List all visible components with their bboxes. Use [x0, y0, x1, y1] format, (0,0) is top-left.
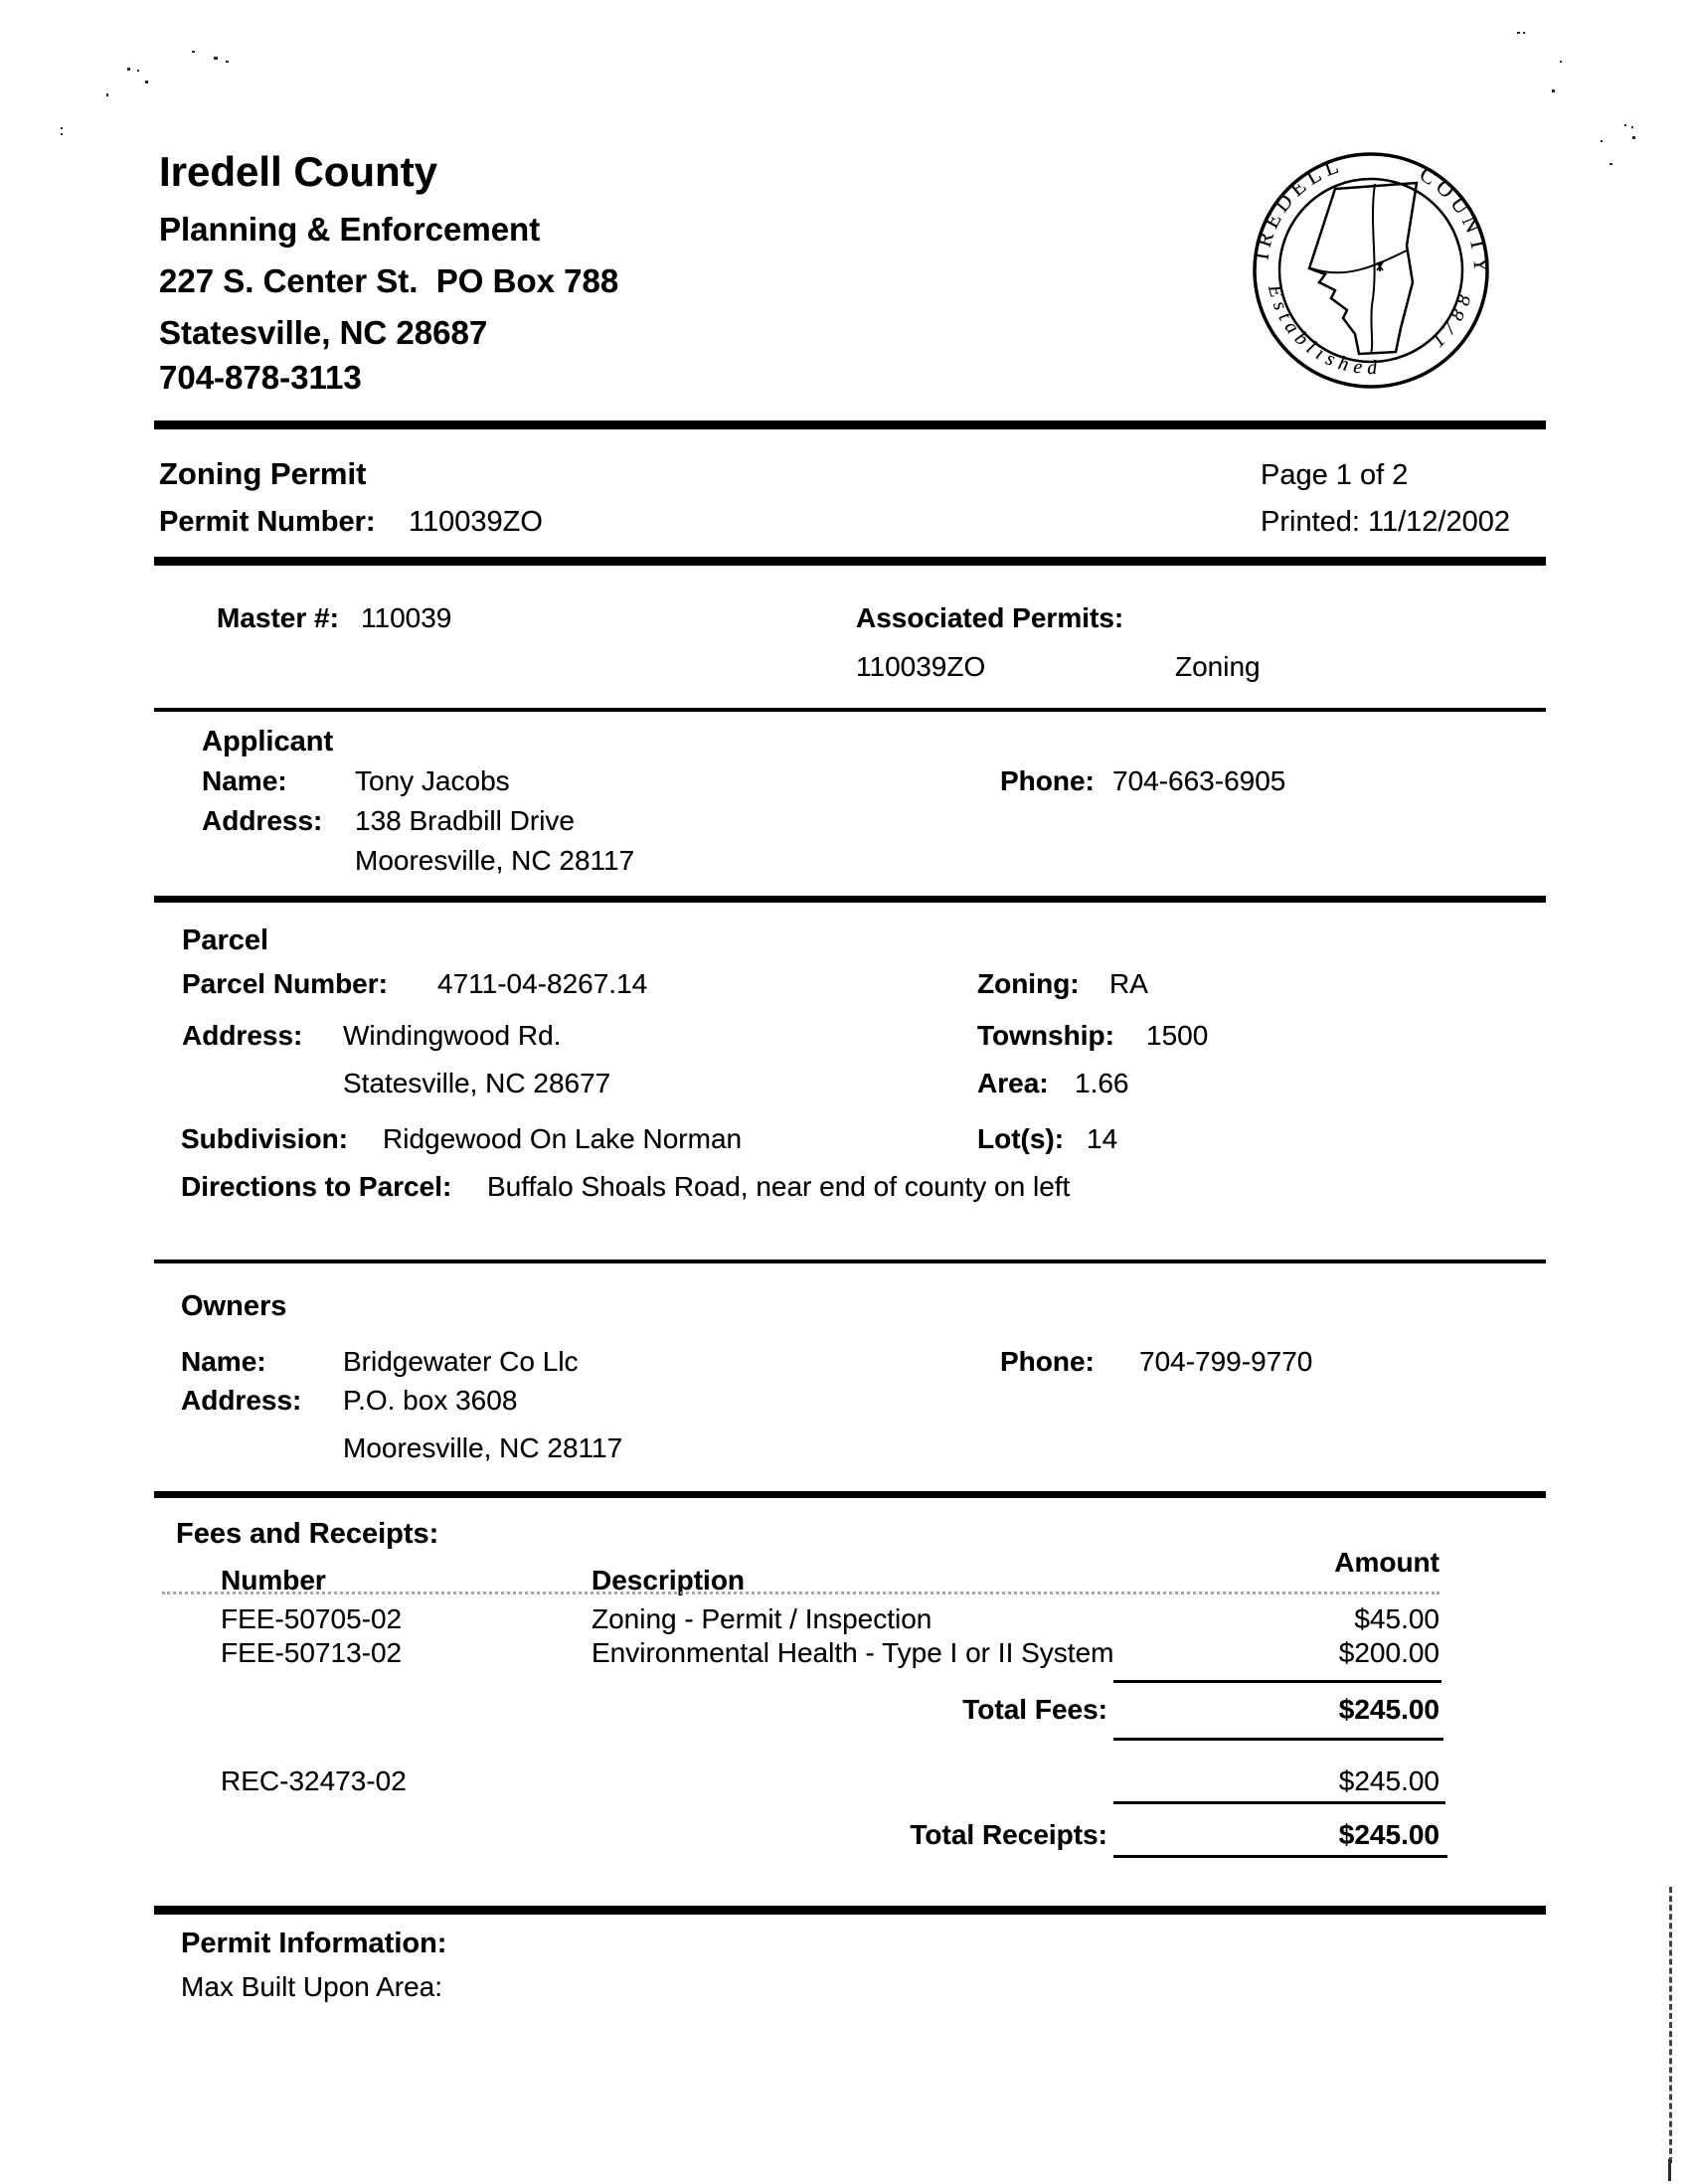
fee-number: FEE-50713-02: [221, 1637, 403, 1668]
scan-artifact: [1668, 2159, 1671, 2181]
total-receipts-value: $245.00: [1338, 1819, 1440, 1850]
owner-phone-value: 704-799-9770: [1139, 1346, 1313, 1377]
parcel-subdivision-value: Ridgewood On Lake Norman: [383, 1123, 743, 1154]
parcel-area-row: [977, 1068, 1129, 1099]
parcel-lots-row: [977, 1123, 1117, 1155]
fee-description: Environmental Health - Type I or II System: [592, 1637, 1114, 1668]
seal-arc-text-established: Established: [1264, 282, 1384, 380]
scan-artifact: [1609, 163, 1612, 165]
permit-number-label: Permit Number:: [159, 506, 376, 538]
seal-arc-text-iredell: IREDELL: [1248, 151, 1347, 262]
fees-header-underline: [162, 1592, 1440, 1595]
scan-artifact: [127, 68, 130, 71]
scan-artifact: [137, 70, 139, 72]
parcel-address-line2: Statesville, NC 28677: [343, 1068, 611, 1098]
owner-name-row: [181, 1346, 579, 1378]
parcel-zoning-label: Zoning:: [977, 968, 1080, 999]
permit-number-value: 110039ZO: [409, 506, 543, 538]
fees-heading: Fees and Receipts:: [176, 1518, 439, 1550]
owner-address-label: Address:: [181, 1385, 302, 1416]
scan-artifact: [226, 61, 229, 63]
applicant-address-label: Address:: [202, 805, 323, 836]
header-phone: 704-878-3113: [159, 359, 362, 396]
scan-artifact: [145, 81, 148, 84]
parcel-subdivision-label: Subdivision:: [181, 1123, 348, 1154]
owner-address-line2: Mooresville, NC 28117: [343, 1432, 623, 1463]
printed-date: Printed: 11/12/2002: [1261, 506, 1510, 538]
fees-col-amount: Amount: [1334, 1547, 1440, 1578]
fees-col-description: Description: [592, 1565, 746, 1596]
scan-artifact: [1523, 32, 1525, 34]
total-line: [1113, 1855, 1447, 1858]
owner-address-line1: P.O. box 3608: [343, 1385, 518, 1416]
parcel-directions-label: Directions to Parcel:: [181, 1171, 452, 1202]
parcel-lots-value: 14: [1087, 1123, 1118, 1154]
parcel-number-row: [182, 968, 647, 1000]
parcel-address-row: [182, 1020, 561, 1052]
fee-amount: $45.00: [1354, 1603, 1440, 1634]
parcel-area-label: Area:: [977, 1068, 1049, 1098]
seal-arc-text-county: COUNTY: [1415, 161, 1495, 278]
parcel-subdivision-row: [181, 1123, 742, 1155]
scan-artifact: [1631, 126, 1633, 128]
header-street-address: 227 S. Center St. PO Box 788: [159, 262, 619, 299]
total-fees-label: Total Fees:: [962, 1694, 1107, 1725]
applicant-phone-row: [1000, 765, 1285, 797]
associated-permit-type: Zoning: [1175, 651, 1261, 682]
scan-artifact: [1632, 136, 1635, 139]
parcel-number-label: Parcel Number:: [182, 968, 388, 999]
parcel-directions-row: [181, 1171, 1070, 1203]
receipt-number: REC-32473-02: [221, 1765, 407, 1796]
associated-permit-number: 110039ZO: [856, 651, 986, 682]
applicant-name-value: Tony Jacobs: [355, 765, 510, 796]
applicant-heading: Applicant: [202, 726, 334, 757]
total-line: [1113, 1801, 1445, 1804]
parcel-township-row: [977, 1020, 1208, 1052]
parcel-lots-label: Lot(s):: [977, 1123, 1065, 1154]
total-line: [1113, 1738, 1443, 1741]
scan-artifact: [61, 133, 63, 135]
owner-name-value: Bridgewater Co Llc: [343, 1346, 579, 1377]
seal-county-map: [1309, 183, 1417, 354]
owner-name-label: Name:: [181, 1346, 266, 1377]
scan-artifact: [1560, 61, 1562, 63]
owner-address-row: [181, 1385, 517, 1417]
owners-heading: Owners: [181, 1290, 287, 1322]
fees-col-number: Number: [221, 1565, 326, 1596]
master-number-label: Master #:: [217, 602, 339, 633]
divider: [154, 557, 1546, 566]
applicant-name-row: [202, 765, 510, 797]
applicant-address-line2: Mooresville, NC 28117: [355, 845, 635, 876]
applicant-address-line1: 138 Bradbill Drive: [355, 805, 575, 836]
document-title: Zoning Permit: [159, 456, 367, 491]
county-seal: [1238, 137, 1504, 404]
scan-artifact: [1552, 89, 1555, 92]
applicant-phone-value: 704-663-6905: [1112, 765, 1286, 796]
parcel-address-label: Address:: [182, 1020, 303, 1051]
scan-artifact: [1517, 32, 1520, 34]
scan-artifact: [106, 93, 108, 96]
parcel-township-value: 1500: [1146, 1020, 1209, 1051]
page-indicator: Page 1 of 2: [1261, 459, 1409, 491]
fee-description: Zoning - Permit / Inspection: [592, 1603, 932, 1634]
fee-amount: $200.00: [1338, 1637, 1440, 1668]
owner-phone-row: [1000, 1346, 1312, 1378]
permit-info-heading: Permit Information:: [181, 1928, 447, 1959]
owner-phone-label: Phone:: [1000, 1346, 1095, 1377]
header-city-state-zip: Statesville, NC 28687: [159, 314, 488, 351]
scan-artifact: [1669, 1887, 1672, 2163]
total-receipts-label: Total Receipts:: [910, 1819, 1107, 1850]
max-built-upon-area-label: Max Built Upon Area:: [181, 1971, 443, 2002]
associated-permits-label: Associated Permits:: [856, 602, 1124, 633]
scan-artifact: [1601, 140, 1603, 142]
applicant-address-row: [202, 805, 575, 837]
parcel-heading: Parcel: [182, 924, 269, 956]
fee-number: FEE-50705-02: [221, 1603, 403, 1634]
parcel-zoning-value: RA: [1109, 968, 1148, 999]
master-number-value: 110039: [361, 602, 452, 633]
permit-number-row: [159, 506, 543, 539]
scan-artifact: [192, 51, 195, 53]
divider: [154, 1260, 1546, 1263]
department-name: Planning & Enforcement: [159, 211, 541, 248]
county-name: Iredell County: [159, 148, 438, 195]
parcel-area-value: 1.66: [1075, 1068, 1129, 1098]
scan-artifact: [61, 127, 63, 129]
parcel-directions-value: Buffalo Shoals Road, near end of county on left: [487, 1171, 1071, 1202]
parcel-number-value: 4711-04-8267.14: [437, 968, 648, 999]
scan-artifact: [214, 57, 218, 60]
applicant-name-label: Name:: [202, 765, 287, 796]
parcel-address-line1: Windingwood Rd.: [343, 1020, 562, 1051]
total-fees-value: $245.00: [1338, 1694, 1440, 1725]
seal-arc-text-year: 1788: [1427, 285, 1478, 352]
receipt-amount: $245.00: [1338, 1765, 1440, 1796]
seal-map-star-marker: [1377, 261, 1383, 271]
scan-artifact: [1624, 124, 1626, 126]
parcel-township-label: Township:: [977, 1020, 1114, 1051]
divider: [154, 1491, 1546, 1498]
divider: [154, 420, 1546, 429]
divider: [154, 896, 1546, 903]
applicant-phone-label: Phone:: [1000, 765, 1095, 796]
master-number-row: [217, 602, 451, 634]
parcel-zoning-row: [977, 968, 1148, 1000]
divider: [154, 708, 1546, 712]
total-line: [1113, 1680, 1441, 1683]
divider: [154, 1906, 1546, 1915]
